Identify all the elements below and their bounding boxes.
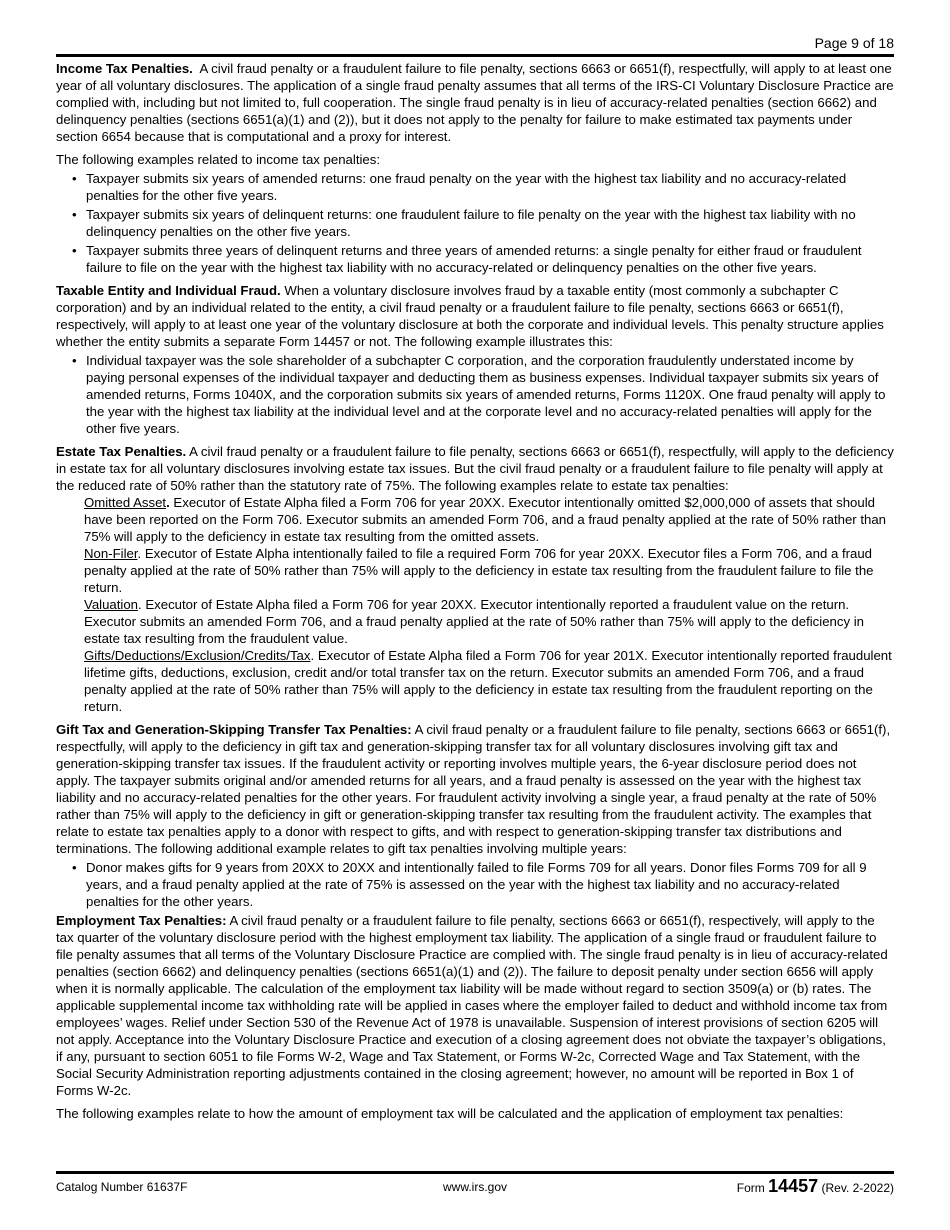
estate-example-sep: . — [138, 597, 142, 612]
estate-tax-heading: Estate Tax Penalties. — [56, 444, 187, 459]
bottom-rule — [56, 1171, 894, 1174]
gift-tax-paragraph — [56, 721, 894, 857]
estate-example — [56, 647, 894, 715]
income-tax-heading: Income Tax Penalties. — [56, 61, 193, 76]
list-item: • Donor makes gifts for 9 years from 20XX to 20XX and intentionally failed to file Forms 709 for all years. Donor files Forms 709 for all 9 years, and a fraud penalty applied at the rate of 75% is assessed on the year with the highest tax liability and no accuracy-related penalties for the other years. — [56, 859, 894, 910]
page-footer — [56, 1176, 894, 1200]
estate-example-sep: . — [310, 648, 315, 663]
estate-example-text: Executor of Estate Alpha filed a Form 706 for year 20XX. Executor intentionally reported a fraudulent value on the return. Executor submits an amended Form 706, and a fraud penalty applied at the rate of 50% rather than 75% will apply to the deficiency in estate tax resulting from the fraudulent value. — [84, 597, 864, 646]
income-tax-text: A civil fraud penalty or a fraudulent failure to file penalty, sections 6663 or 6651(f), respectfully, will apply to at least one year of all voluntary disclosures. The application of a single fraud penalty assumes that all terms of the IRS-CI Voluntary Disclosure Practice are complied with, including but not limited to, full cooperation. The single fraud penalty is in lieu of accuracy-related penalties (section 6662) and delinquency penalties (sections 6651(a)(1) and (2)), but it does not apply to the penalty for failure to make estimated tax payments under section 6654 because that is computational and a proxy for interest. — [56, 61, 894, 144]
taxable-entity-text: When a voluntary disclosure involves fraud by a taxable entity (most commonly a subchapter C corporation) and by an individual related to the entity, a civil fraud penalty or a fraudulent failure to file penalty, sections 6663 or 6651(f), respectively, will apply to at least one year of the voluntary disclosure at both the corporate and individual levels. This penalty structure applies whether the entity submits a separate Form 14457 or not. The following example illustrates this: — [56, 283, 884, 349]
employment-tax-paragraph — [56, 912, 894, 1099]
form-identifier — [737, 1176, 894, 1197]
employment-examples-intro: The following examples relate to how the amount of employment tax will be calculated and the application of employment tax penalties: — [56, 1106, 844, 1121]
gift-examples-list — [56, 859, 894, 910]
estate-example-label: Non-Filer — [84, 546, 138, 561]
document-body — [56, 60, 894, 1128]
estate-example-label: Valuation — [84, 597, 139, 612]
catalog-number: Catalog Number 61637F — [56, 1180, 188, 1194]
estate-example-text: Executor of Estate Alpha intentionally failed to file a required Form 706 for year 20XX. Executor files a Form 706, and a fraud penalty applied at the rate of 50% rather than 75% will apply to the deficiency in estate tax resulting from the fraudulent failure to file the return. — [84, 546, 874, 595]
website-link[interactable]: www.irs.gov — [442, 1180, 507, 1194]
estate-example-sep: . — [137, 546, 142, 561]
estate-example-text: Executor of Estate Alpha filed a Form 706 for year 20XX. Executor intentionally omitted $2,000,000 of assets that should have been reported on the Form 706. Executor submits an amended Form 706, and a fraud penalty applied at the rate of 50% rather than 75% will apply to the deficiency in estate tax resulting from the omitted assets. — [84, 495, 887, 544]
estate-example-sep: . — [166, 495, 170, 510]
top-rule — [56, 54, 894, 57]
estate-tax-paragraph — [56, 443, 894, 494]
form-revision: (Rev. 2-2022) — [821, 1181, 894, 1195]
taxable-entity-examples-list — [56, 352, 894, 437]
gift-tax-heading: Gift Tax and Generation-Skipping Transfer Tax Penalties: — [56, 722, 412, 737]
page-number: Page 9 of 18 — [814, 35, 894, 51]
income-tax-paragraph — [56, 60, 894, 145]
form-number: 14457 — [768, 1176, 819, 1196]
income-examples-list — [56, 170, 894, 276]
estate-example-label: Omitted Asset — [84, 495, 167, 510]
income-examples-intro: The following examples related to income tax penalties: — [56, 152, 381, 167]
list-item: • Individual taxpayer was the sole shareholder of a subchapter C corporation, and the corporation fraudulently understated income by paying personal expenses of the individual taxpayer and deducting them as business expenses. Individual taxpayer submits six years of amended returns, Forms 1040X, and the corporation submits six years of amended returns, Forms 1120X. One fraud penalty will apply to the year with the highest tax liability at the individual level and at the corporate level and no accuracy-related penalties will apply for the other five years. — [56, 352, 894, 437]
estate-example — [56, 596, 894, 647]
list-item: • Taxpayer submits six years of amended returns: one fraud penalty on the year with the highest tax liability and no accuracy-related penalties for the other five years. — [56, 170, 894, 204]
estate-example — [56, 494, 894, 545]
gift-tax-text: A civil fraud penalty or a fraudulent failure to file penalty, sections 6663 or 6651(f), respectfully, will apply to the deficiency in gift tax and generation-skipping transfer tax for all voluntary disclosures involving gift tax and generation-skipping transfer tax issues. If the fraudulent activity or reporting involves multiple years, the 6-year disclosure period does not apply. The taxpayer submits original and/or amended returns for all years, and a fraud penalty is assessed on the year with the highest tax liability and no accuracy-related penalties for the other years. For fraudulent activity involving a single year, a fraud penalty at the rate of 50% rather than 75% will apply to the deficiency in gift or generation-skipping transfer tax resulting from the fraudulent activity. The examples that relate to estate tax penalties apply to a donor with respect to gifts, and with respect to generation-skipping transfer tax distributions and terminations. The following additional example relates to gift tax penalties involving multiple years: — [56, 722, 891, 856]
estate-example-text: Executor of Estate Alpha filed a Form 706 for year 201X. Executor intentionally reported fraudulent lifetime gifts, deductions, exclusion, credit and/or total transfer tax on the return. Executor submits an amended Form 706, and a fraud penalty applied at the rate of 50% rather than 75% will apply to the deficiency in estate tax resulting from the fraudulent reporting on the return. — [84, 648, 892, 714]
form-label: Form — [736, 1181, 765, 1195]
estate-example — [56, 545, 894, 596]
estate-example-label: Gifts/Deductions/Exclusion/Credits/Tax — [84, 648, 311, 663]
estate-tax-text: A civil fraud penalty or a fraudulent failure to file penalty, sections 6663 or 6651(f), respectfully, will apply to the deficiency in estate tax for all voluntary disclosures involving estate tax issues. But the civil fraud penalty or a fraudulent failure to file penalty will apply at the reduced rate of 50% rather than the statutory rate of 75%. The following examples relate to estate tax penalties: — [56, 444, 894, 493]
employment-tax-text: A civil fraud penalty or a fraudulent failure to file penalty, sections 6663 or 6651(f), respectively, will apply to the tax quarter of the voluntary disclosure period with the highest employment tax liability. The application of a single fraud or fraudulent failure to file penalty assumes that all terms of the Voluntary Disclosure Practice are complied with. The single fraud penalty is in lieu of accuracy-related penalties (section 6662) and delinquency penalties (sections 6651(a)(1) and (2)). The failure to deposit penalty under section 6656 will apply when it is normally applicable. The calculation of the employment tax liability will be made without regard to section 3509(a) or (b) rates. The applicable supplemental income tax withholding rate will be applied in cases where the employer failed to deduct and withhold income tax from employees’ wages. Relief under Section 530 of the Revenue Act of 1978 is unavailable. Suspension of interest provisions of section 6205 will not apply. Acceptance into the Voluntary Disclosure Practice and execution of a closing agreement does not obviate the taxpayer’s obligations, if any, pursuant to section 6051 to file Forms W-2, Wage and Tax Statement, or Forms W-2c, Corrected Wage and Tax Statement, with the Social Security Administration reporting adjustments contained in the closing agreement; however, no amount will be reported in Box 1 of Forms W-2c. — [56, 913, 888, 1098]
employment-tax-heading: Employment Tax Penalties: — [56, 913, 227, 928]
list-item: • Taxpayer submits six years of delinquent returns: one fraudulent failure to file penalty on the year with the highest tax liability with no delinquency penalties on the other five years. — [56, 206, 894, 240]
taxable-entity-paragraph — [56, 282, 894, 350]
taxable-entity-heading: Taxable Entity and Individual Fraud. — [56, 283, 281, 298]
list-item: • Taxpayer submits three years of delinquent returns and three years of amended returns: a single penalty for either fraud or fraudulent failure to file on the year with the highest tax liability with no accuracy-related or delinquency penalties on the other five years. — [56, 242, 894, 276]
